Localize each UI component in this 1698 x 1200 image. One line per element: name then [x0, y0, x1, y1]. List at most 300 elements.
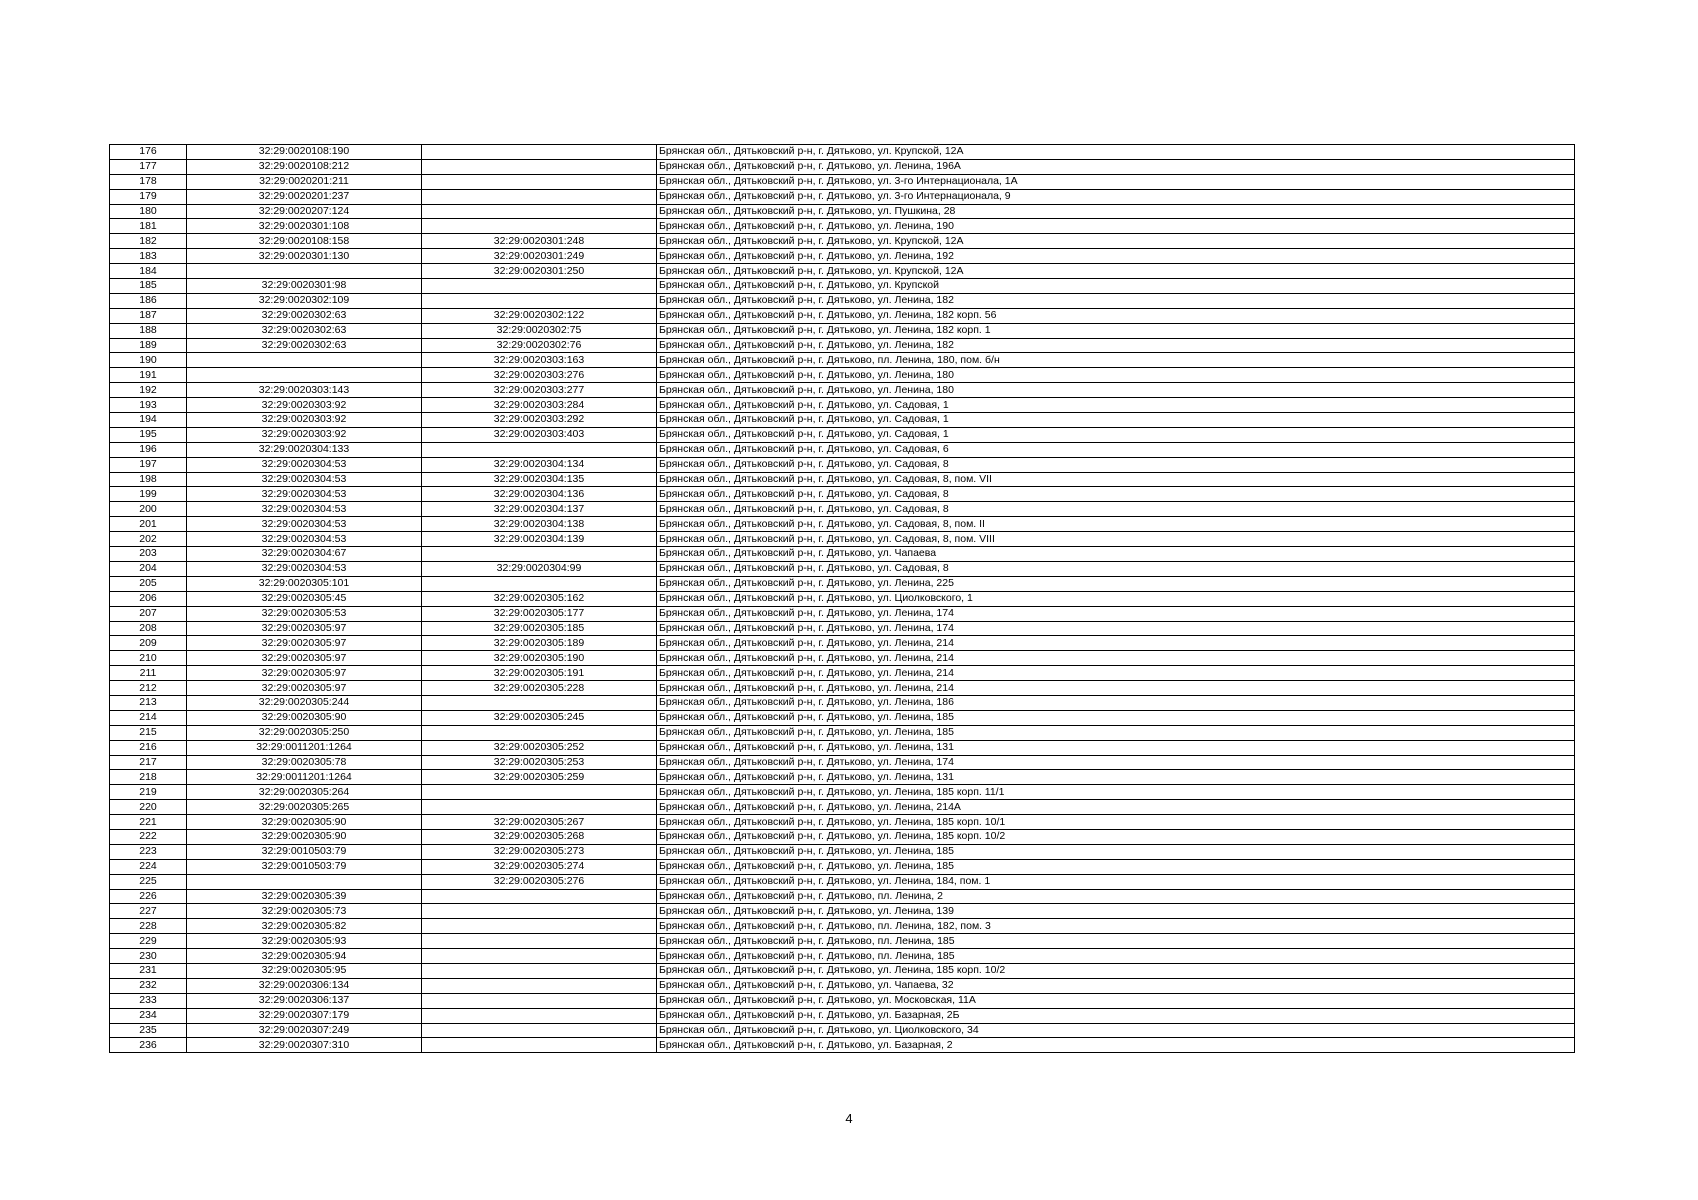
address-cell: Брянская обл., Дятьковский р-н, г. Дятьково, ул. Ленина, 182 корп. 56 [657, 308, 1575, 323]
address-cell: Брянская обл., Дятьковский р-н, г. Дятьково, пл. Ленина, 185 [657, 934, 1575, 949]
cadastral-number-cell: 32:29:0020304:133 [187, 442, 422, 457]
row-number-cell: 185 [110, 279, 187, 294]
row-number-cell: 190 [110, 353, 187, 368]
table-row [110, 532, 1575, 547]
cadastral-number-cell: 32:29:0020305:73 [187, 904, 422, 919]
table-row [110, 1008, 1575, 1023]
address-cell: Брянская обл., Дятьковский р-н, г. Дятьково, ул. Садовая, 1 [657, 427, 1575, 442]
address-cell: Брянская обл., Дятьковский р-н, г. Дятьково, ул. Ленина, 174 [657, 755, 1575, 770]
address-cell: Брянская обл., Дятьковский р-н, г. Дятьково, ул. Садовая, 6 [657, 442, 1575, 457]
row-number-cell: 220 [110, 800, 187, 815]
table-row [110, 785, 1575, 800]
cadastral-number-cell: 32:29:0020306:134 [187, 978, 422, 993]
row-number-cell: 189 [110, 338, 187, 353]
cadastral-number-cell: 32:29:0020302:63 [187, 308, 422, 323]
related-cadastral-number-cell [422, 1038, 657, 1053]
address-cell: Брянская обл., Дятьковский р-н, г. Дятьково, ул. Ленина, 186 [657, 695, 1575, 710]
address-cell: Брянская обл., Дятьковский р-н, г. Дятьково, ул. Крупской, 12А [657, 264, 1575, 279]
related-cadastral-number-cell: 32:29:0020303:276 [422, 368, 657, 383]
related-cadastral-number-cell [422, 785, 657, 800]
address-cell: Брянская обл., Дятьковский р-н, г. Дятьково, ул. 3-го Интернационала, 9 [657, 189, 1575, 204]
table-row [110, 219, 1575, 234]
row-number-cell: 193 [110, 398, 187, 413]
cadastral-number-cell: 32:29:0020305:101 [187, 576, 422, 591]
address-cell: Брянская обл., Дятьковский р-н, г. Дятьково, ул. Ленина, 182 [657, 293, 1575, 308]
address-cell: Брянская обл., Дятьковский р-н, г. Дятьково, ул. Московская, 11А [657, 993, 1575, 1008]
cadastral-number-cell: 32:29:0020302:63 [187, 323, 422, 338]
cadastral-number-cell: 32:29:0020305:264 [187, 785, 422, 800]
related-cadastral-number-cell [422, 204, 657, 219]
row-number-cell: 213 [110, 695, 187, 710]
row-number-cell: 235 [110, 1023, 187, 1038]
row-number-cell: 188 [110, 323, 187, 338]
cadastral-number-cell: 32:29:0020108:190 [187, 145, 422, 160]
address-cell: Брянская обл., Дятьковский р-н, г. Дятьково, ул. Ленина, 214 [657, 636, 1575, 651]
related-cadastral-number-cell: 32:29:0020305:245 [422, 710, 657, 725]
address-cell: Брянская обл., Дятьковский р-н, г. Дятьково, ул. Циолковского, 1 [657, 591, 1575, 606]
table-row [110, 681, 1575, 696]
table-row [110, 368, 1575, 383]
related-cadastral-number-cell [422, 725, 657, 740]
related-cadastral-number-cell [422, 293, 657, 308]
table-row [110, 591, 1575, 606]
related-cadastral-number-cell [422, 219, 657, 234]
row-number-cell: 200 [110, 502, 187, 517]
row-number-cell: 198 [110, 472, 187, 487]
cadastral-number-cell: 32:29:0020305:250 [187, 725, 422, 740]
cadastral-number-cell: 32:29:0020305:97 [187, 681, 422, 696]
address-cell: Брянская обл., Дятьковский р-н, г. Дятьково, ул. Садовая, 8, пом. II [657, 517, 1575, 532]
table-row [110, 383, 1575, 398]
cadastral-number-cell: 32:29:0020303:92 [187, 427, 422, 442]
row-number-cell: 222 [110, 829, 187, 844]
related-cadastral-number-cell [422, 1008, 657, 1023]
cadastral-number-cell: 32:29:0020304:53 [187, 487, 422, 502]
table-row [110, 398, 1575, 413]
cadastral-number-cell: 32:29:0020305:90 [187, 829, 422, 844]
related-cadastral-number-cell [422, 919, 657, 934]
address-cell: Брянская обл., Дятьковский р-н, г. Дятьково, ул. Ленина, 185 корп. 10/2 [657, 963, 1575, 978]
cadastral-number-cell: 32:29:0020307:249 [187, 1023, 422, 1038]
related-cadastral-number-cell: 32:29:0020302:76 [422, 338, 657, 353]
row-number-cell: 221 [110, 815, 187, 830]
cadastral-number-cell: 32:29:0020201:237 [187, 189, 422, 204]
related-cadastral-number-cell: 32:29:0020304:138 [422, 517, 657, 532]
address-cell: Брянская обл., Дятьковский р-н, г. Дятьково, ул. Садовая, 8 [657, 502, 1575, 517]
table-row [110, 353, 1575, 368]
row-number-cell: 176 [110, 145, 187, 160]
cadastral-number-cell: 32:29:0020304:53 [187, 502, 422, 517]
row-number-cell: 209 [110, 636, 187, 651]
related-cadastral-number-cell: 32:29:0020301:248 [422, 234, 657, 249]
address-cell: Брянская обл., Дятьковский р-н, г. Дятьково, ул. Ленина, 185 корп. 10/1 [657, 815, 1575, 830]
row-number-cell: 236 [110, 1038, 187, 1053]
cadastral-number-cell [187, 874, 422, 889]
address-cell: Брянская обл., Дятьковский р-н, г. Дятьково, ул. Садовая, 8, пом. VII [657, 472, 1575, 487]
table-row [110, 859, 1575, 874]
row-number-cell: 207 [110, 606, 187, 621]
related-cadastral-number-cell: 32:29:0020302:75 [422, 323, 657, 338]
address-cell: Брянская обл., Дятьковский р-н, г. Дятьково, ул. Ленина, 131 [657, 740, 1575, 755]
address-cell: Брянская обл., Дятьковский р-н, г. Дятьково, ул. Ленина, 192 [657, 249, 1575, 264]
related-cadastral-number-cell: 32:29:0020305:228 [422, 681, 657, 696]
cadastral-number-cell: 32:29:0020305:82 [187, 919, 422, 934]
table-row [110, 621, 1575, 636]
table-row [110, 576, 1575, 591]
address-cell: Брянская обл., Дятьковский р-н, г. Дятьково, ул. Базарная, 2Б [657, 1008, 1575, 1023]
table-row [110, 502, 1575, 517]
related-cadastral-number-cell [422, 189, 657, 204]
table-row [110, 889, 1575, 904]
related-cadastral-number-cell [422, 159, 657, 174]
related-cadastral-number-cell: 32:29:0020301:250 [422, 264, 657, 279]
address-cell: Брянская обл., Дятьковский р-н, г. Дятьково, ул. Ленина, 180 [657, 383, 1575, 398]
table-row [110, 829, 1575, 844]
table-row [110, 800, 1575, 815]
table-row [110, 666, 1575, 681]
related-cadastral-number-cell [422, 889, 657, 904]
address-cell: Брянская обл., Дятьковский р-н, г. Дятьково, ул. Ленина, 185 [657, 725, 1575, 740]
row-number-cell: 202 [110, 532, 187, 547]
related-cadastral-number-cell: 32:29:0020301:249 [422, 249, 657, 264]
cadastral-number-cell: 32:29:0020304:53 [187, 472, 422, 487]
related-cadastral-number-cell: 32:29:0020304:134 [422, 457, 657, 472]
related-cadastral-number-cell: 32:29:0020305:276 [422, 874, 657, 889]
cadastral-number-cell: 32:29:0020301:108 [187, 219, 422, 234]
row-number-cell: 181 [110, 219, 187, 234]
related-cadastral-number-cell [422, 695, 657, 710]
cadastral-number-cell: 32:29:0020302:109 [187, 293, 422, 308]
address-cell: Брянская обл., Дятьковский р-н, г. Дятьково, ул. Ленина, 182 корп. 1 [657, 323, 1575, 338]
row-number-cell: 217 [110, 755, 187, 770]
table-row [110, 264, 1575, 279]
table-row [110, 249, 1575, 264]
row-number-cell: 191 [110, 368, 187, 383]
address-cell: Брянская обл., Дятьковский р-н, г. Дятьково, ул. Ленина, 174 [657, 606, 1575, 621]
address-cell: Брянская обл., Дятьковский р-н, г. Дятьково, ул. Ленина, 190 [657, 219, 1575, 234]
row-number-cell: 224 [110, 859, 187, 874]
address-cell: Брянская обл., Дятьковский р-н, г. Дятьково, ул. Ленина, 185 [657, 710, 1575, 725]
row-number-cell: 197 [110, 457, 187, 472]
table-row [110, 517, 1575, 532]
table-row [110, 323, 1575, 338]
row-number-cell: 186 [110, 293, 187, 308]
related-cadastral-number-cell [422, 145, 657, 160]
related-cadastral-number-cell: 32:29:0020305:268 [422, 829, 657, 844]
address-cell: Брянская обл., Дятьковский р-н, г. Дятьково, ул. Ленина, 214А [657, 800, 1575, 815]
cadastral-number-cell: 32:29:0020302:63 [187, 338, 422, 353]
table-row [110, 472, 1575, 487]
cadastral-number-cell: 32:29:0020305:97 [187, 636, 422, 651]
row-number-cell: 205 [110, 576, 187, 591]
row-number-cell: 225 [110, 874, 187, 889]
cadastral-number-cell: 32:29:0020303:92 [187, 398, 422, 413]
table-row [110, 159, 1575, 174]
related-cadastral-number-cell: 32:29:0020304:137 [422, 502, 657, 517]
address-cell: Брянская обл., Дятьковский р-н, г. Дятьково, ул. Садовая, 8 [657, 457, 1575, 472]
row-number-cell: 196 [110, 442, 187, 457]
address-cell: Брянская обл., Дятьковский р-н, г. Дятьково, пл. Ленина, 2 [657, 889, 1575, 904]
row-number-cell: 178 [110, 174, 187, 189]
page-number: 4 [845, 1111, 853, 1126]
address-cell: Брянская обл., Дятьковский р-н, г. Дятьково, ул. Ленина, 225 [657, 576, 1575, 591]
address-cell: Брянская обл., Дятьковский р-н, г. Дятьково, ул. Пушкина, 28 [657, 204, 1575, 219]
cadastral-number-cell: 32:29:0020306:137 [187, 993, 422, 1008]
related-cadastral-number-cell: 32:29:0020305:259 [422, 770, 657, 785]
related-cadastral-number-cell [422, 800, 657, 815]
address-cell: Брянская обл., Дятьковский р-н, г. Дятьково, ул. Садовая, 8 [657, 487, 1575, 502]
row-number-cell: 234 [110, 1008, 187, 1023]
row-number-cell: 204 [110, 561, 187, 576]
address-cell: Брянская обл., Дятьковский р-н, г. Дятьково, ул. Базарная, 2 [657, 1038, 1575, 1053]
table-row [110, 755, 1575, 770]
related-cadastral-number-cell: 32:29:0020305:185 [422, 621, 657, 636]
cadastral-table [109, 144, 1575, 1053]
related-cadastral-number-cell [422, 576, 657, 591]
row-number-cell: 232 [110, 978, 187, 993]
cadastral-number-cell: 32:29:0020304:53 [187, 561, 422, 576]
table-row [110, 978, 1575, 993]
related-cadastral-number-cell: 32:29:0020305:274 [422, 859, 657, 874]
address-cell: Брянская обл., Дятьковский р-н, г. Дятьково, ул. Ленина, 214 [657, 666, 1575, 681]
row-number-cell: 187 [110, 308, 187, 323]
related-cadastral-number-cell: 32:29:0020305:162 [422, 591, 657, 606]
table-row [110, 279, 1575, 294]
related-cadastral-number-cell [422, 174, 657, 189]
cadastral-number-cell [187, 368, 422, 383]
table-row [110, 1038, 1575, 1053]
related-cadastral-number-cell: 32:29:0020305:191 [422, 666, 657, 681]
related-cadastral-number-cell [422, 279, 657, 294]
row-number-cell: 180 [110, 204, 187, 219]
related-cadastral-number-cell [422, 904, 657, 919]
cadastral-number-cell [187, 353, 422, 368]
row-number-cell: 208 [110, 621, 187, 636]
address-cell: Брянская обл., Дятьковский р-н, г. Дятьково, ул. Чапаева, 32 [657, 978, 1575, 993]
row-number-cell: 206 [110, 591, 187, 606]
cadastral-number-cell: 32:29:0020303:143 [187, 383, 422, 398]
table-row [110, 547, 1575, 562]
table-row [110, 457, 1575, 472]
related-cadastral-number-cell [422, 442, 657, 457]
cadastral-number-cell: 32:29:0020301:130 [187, 249, 422, 264]
table-row [110, 934, 1575, 949]
row-number-cell: 179 [110, 189, 187, 204]
related-cadastral-number-cell: 32:29:0020302:122 [422, 308, 657, 323]
table-row [110, 695, 1575, 710]
address-cell: Брянская обл., Дятьковский р-н, г. Дятьково, ул. Ленина, 180 [657, 368, 1575, 383]
table-row [110, 204, 1575, 219]
row-number-cell: 177 [110, 159, 187, 174]
cadastral-number-cell: 32:29:0020305:265 [187, 800, 422, 815]
row-number-cell: 210 [110, 651, 187, 666]
table-row [110, 949, 1575, 964]
row-number-cell: 227 [110, 904, 187, 919]
address-cell: Брянская обл., Дятьковский р-н, г. Дятьково, ул. Крупской, 12А [657, 145, 1575, 160]
table-row [110, 308, 1575, 323]
cadastral-number-cell: 32:29:0011201:1264 [187, 740, 422, 755]
related-cadastral-number-cell: 32:29:0020304:135 [422, 472, 657, 487]
address-cell: Брянская обл., Дятьковский р-н, г. Дятьково, пл. Ленина, 185 [657, 949, 1575, 964]
cadastral-number-cell: 32:29:0020305:94 [187, 949, 422, 964]
table-row [110, 561, 1575, 576]
table-row [110, 874, 1575, 889]
table-row [110, 710, 1575, 725]
cadastral-number-cell: 32:29:0020207:124 [187, 204, 422, 219]
row-number-cell: 229 [110, 934, 187, 949]
related-cadastral-number-cell: 32:29:0020303:403 [422, 427, 657, 442]
cadastral-number-cell: 32:29:0020304:67 [187, 547, 422, 562]
table-row [110, 904, 1575, 919]
table-row [110, 993, 1575, 1008]
related-cadastral-number-cell [422, 978, 657, 993]
related-cadastral-number-cell: 32:29:0020305:252 [422, 740, 657, 755]
address-cell: Брянская обл., Дятьковский р-н, г. Дятьково, ул. Крупской [657, 279, 1575, 294]
related-cadastral-number-cell: 32:29:0020303:277 [422, 383, 657, 398]
related-cadastral-number-cell [422, 963, 657, 978]
table-row [110, 770, 1575, 785]
related-cadastral-number-cell [422, 1023, 657, 1038]
address-cell: Брянская обл., Дятьковский р-н, г. Дятьково, ул. Ленина, 214 [657, 651, 1575, 666]
address-cell: Брянская обл., Дятьковский р-н, г. Дятьково, ул. Ленина, 196А [657, 159, 1575, 174]
row-number-cell: 194 [110, 413, 187, 428]
cadastral-number-cell: 32:29:0020305:95 [187, 963, 422, 978]
table-row [110, 919, 1575, 934]
related-cadastral-number-cell [422, 934, 657, 949]
cadastral-number-cell: 32:29:0020307:179 [187, 1008, 422, 1023]
address-cell: Брянская обл., Дятьковский р-н, г. Дятьково, ул. Ленина, 131 [657, 770, 1575, 785]
address-cell: Брянская обл., Дятьковский р-н, г. Дятьково, ул. Ленина, 184, пом. 1 [657, 874, 1575, 889]
cadastral-number-cell: 32:29:0020305:97 [187, 666, 422, 681]
row-number-cell: 215 [110, 725, 187, 740]
table-row [110, 636, 1575, 651]
row-number-cell: 199 [110, 487, 187, 502]
table-row [110, 651, 1575, 666]
related-cadastral-number-cell [422, 547, 657, 562]
table-row [110, 293, 1575, 308]
related-cadastral-number-cell: 32:29:0020305:190 [422, 651, 657, 666]
cadastral-number-cell [187, 264, 422, 279]
cadastral-number-cell: 32:29:0020108:212 [187, 159, 422, 174]
table-row [110, 740, 1575, 755]
row-number-cell: 218 [110, 770, 187, 785]
row-number-cell: 216 [110, 740, 187, 755]
row-number-cell: 203 [110, 547, 187, 562]
row-number-cell: 226 [110, 889, 187, 904]
cadastral-number-cell: 32:29:0020305:90 [187, 815, 422, 830]
table-row [110, 1023, 1575, 1038]
cadastral-number-cell: 32:29:0020304:53 [187, 532, 422, 547]
related-cadastral-number-cell: 32:29:0020304:136 [422, 487, 657, 502]
table-row [110, 963, 1575, 978]
related-cadastral-number-cell: 32:29:0020305:177 [422, 606, 657, 621]
row-number-cell: 184 [110, 264, 187, 279]
related-cadastral-number-cell: 32:29:0020303:284 [422, 398, 657, 413]
address-cell: Брянская обл., Дятьковский р-н, г. Дятьково, ул. Ленина, 214 [657, 681, 1575, 696]
cadastral-number-cell: 32:29:0020304:53 [187, 517, 422, 532]
related-cadastral-number-cell [422, 993, 657, 1008]
address-cell: Брянская обл., Дятьковский р-н, г. Дятьково, ул. Ленина, 139 [657, 904, 1575, 919]
row-number-cell: 223 [110, 844, 187, 859]
table-row [110, 815, 1575, 830]
table-row [110, 189, 1575, 204]
table-row [110, 427, 1575, 442]
row-number-cell: 211 [110, 666, 187, 681]
table-row [110, 725, 1575, 740]
related-cadastral-number-cell: 32:29:0020304:139 [422, 532, 657, 547]
address-cell: Брянская обл., Дятьковский р-н, г. Дятьково, ул. Ленина, 174 [657, 621, 1575, 636]
related-cadastral-number-cell: 32:29:0020303:292 [422, 413, 657, 428]
address-cell: Брянская обл., Дятьковский р-н, г. Дятьково, ул. Садовая, 8, пом. VIII [657, 532, 1575, 547]
address-cell: Брянская обл., Дятьковский р-н, г. Дятьково, ул. Ленина, 185 корп. 10/2 [657, 829, 1575, 844]
cadastral-number-cell: 32:29:0020307:310 [187, 1038, 422, 1053]
table-body [110, 145, 1575, 1053]
cadastral-number-cell: 32:29:0020305:97 [187, 651, 422, 666]
cadastral-number-cell: 32:29:0020305:45 [187, 591, 422, 606]
table-row [110, 234, 1575, 249]
address-cell: Брянская обл., Дятьковский р-н, г. Дятьково, ул. Циолковского, 34 [657, 1023, 1575, 1038]
address-cell: Брянская обл., Дятьковский р-н, г. Дятьково, ул. Ленина, 182 [657, 338, 1575, 353]
address-cell: Брянская обл., Дятьковский р-н, г. Дятьково, пл. Ленина, 182, пом. 3 [657, 919, 1575, 934]
cadastral-number-cell: 32:29:0010503:79 [187, 844, 422, 859]
row-number-cell: 233 [110, 993, 187, 1008]
cadastral-number-cell: 32:29:0020303:92 [187, 413, 422, 428]
cadastral-number-cell: 32:29:0020305:97 [187, 621, 422, 636]
row-number-cell: 182 [110, 234, 187, 249]
cadastral-number-cell: 32:29:0020301:98 [187, 279, 422, 294]
related-cadastral-number-cell: 32:29:0020304:99 [422, 561, 657, 576]
row-number-cell: 192 [110, 383, 187, 398]
cadastral-number-cell: 32:29:0020305:244 [187, 695, 422, 710]
row-number-cell: 228 [110, 919, 187, 934]
table-row [110, 338, 1575, 353]
address-cell: Брянская обл., Дятьковский р-н, г. Дятьково, ул. Садовая, 8 [657, 561, 1575, 576]
related-cadastral-number-cell: 32:29:0020305:273 [422, 844, 657, 859]
row-number-cell: 214 [110, 710, 187, 725]
table-row [110, 606, 1575, 621]
cadastral-number-cell: 32:29:0020305:90 [187, 710, 422, 725]
table-row [110, 174, 1575, 189]
cadastral-number-cell: 32:29:0020305:53 [187, 606, 422, 621]
table-row [110, 413, 1575, 428]
address-cell: Брянская обл., Дятьковский р-н, г. Дятьково, ул. 3-го Интернационала, 1А [657, 174, 1575, 189]
address-cell: Брянская обл., Дятьковский р-н, г. Дятьково, ул. Чапаева [657, 547, 1575, 562]
row-number-cell: 183 [110, 249, 187, 264]
cadastral-number-cell: 32:29:0020108:158 [187, 234, 422, 249]
row-number-cell: 195 [110, 427, 187, 442]
address-cell: Брянская обл., Дятьковский р-н, г. Дятьково, ул. Ленина, 185 [657, 859, 1575, 874]
related-cadastral-number-cell: 32:29:0020303:163 [422, 353, 657, 368]
row-number-cell: 230 [110, 949, 187, 964]
cadastral-number-cell: 32:29:0020305:39 [187, 889, 422, 904]
row-number-cell: 201 [110, 517, 187, 532]
row-number-cell: 219 [110, 785, 187, 800]
address-cell: Брянская обл., Дятьковский р-н, г. Дятьково, ул. Ленина, 185 [657, 844, 1575, 859]
cadastral-number-cell: 32:29:0020201:211 [187, 174, 422, 189]
table-row [110, 145, 1575, 160]
cadastral-number-cell: 32:29:0020304:53 [187, 457, 422, 472]
cadastral-number-cell: 32:29:0020305:93 [187, 934, 422, 949]
table-row [110, 844, 1575, 859]
related-cadastral-number-cell: 32:29:0020305:189 [422, 636, 657, 651]
row-number-cell: 212 [110, 681, 187, 696]
related-cadastral-number-cell [422, 949, 657, 964]
related-cadastral-number-cell: 32:29:0020305:267 [422, 815, 657, 830]
table-row [110, 442, 1575, 457]
related-cadastral-number-cell: 32:29:0020305:253 [422, 755, 657, 770]
address-cell: Брянская обл., Дятьковский р-н, г. Дятьково, ул. Крупской, 12А [657, 234, 1575, 249]
cadastral-number-cell: 32:29:0020305:78 [187, 755, 422, 770]
